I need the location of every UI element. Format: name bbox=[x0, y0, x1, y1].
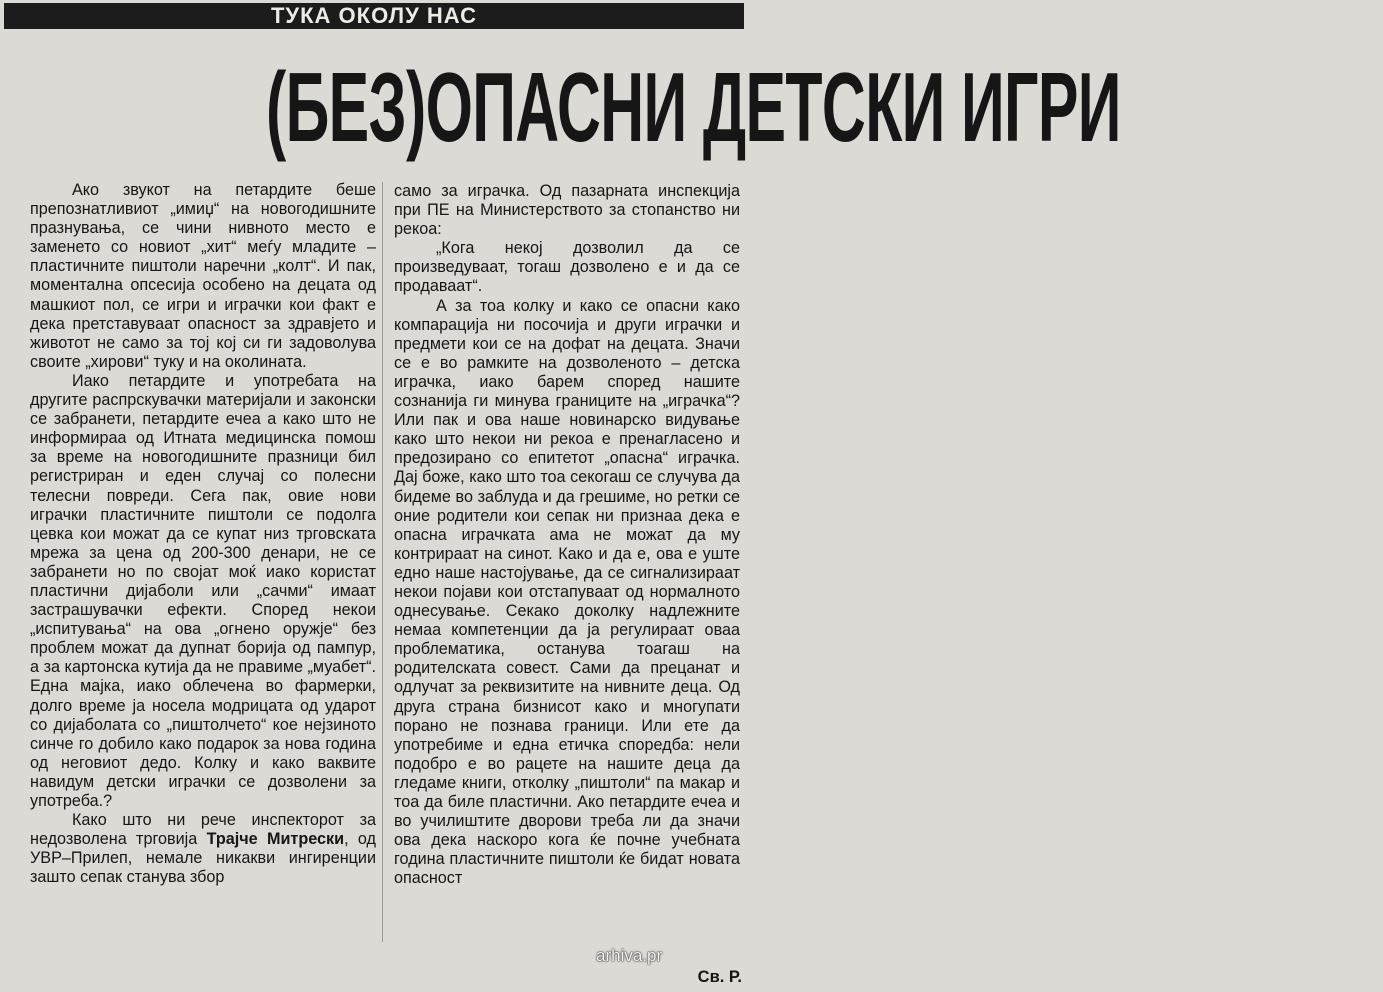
archive-watermark: arhiva.pr bbox=[596, 946, 663, 965]
article-headline-box bbox=[4, 48, 1121, 166]
article-column-right bbox=[394, 182, 740, 888]
column-divider bbox=[382, 182, 383, 942]
paragraph: Иако петардите и употребата на другите распрскувачки материјали и законски се забранети, петардите ечеа а како што не информираа од Итната медицинска помош за време на новогодишните празници бил регистриран и еден случај со полесни телесни повреди. Сега пак, овие нови играчки пластичните пиштоли се подолга цевка кои можат да се купат низ трговската мрежа за цена од 200-300 денари, не се забранети но по својат моќ иако користат пластични дијаболи или „сачми“ имаат застрашувачки ефекти. Според некои „испитувања“ на ова „огнено оружје“ без проблем можат да дупнат борија од пампур, а за картонска кутија да не правиме „муабет“. Една мајка, иако облечена во фармерки, долго време ја носела модрицата од ударот со дијаболата со „пиштолчето“ кое нејзиното синче го добило како подарок за нова година од неговиот дедо. Колку и како ваквите навидум детски играчки се дозволени за употреба.? bbox=[30, 371, 376, 810]
paragraph: само за играчка. Од пазарната инспекција при ПЕ на Министерството за стопанство ни рекоа: bbox=[394, 182, 740, 239]
article-headline: (БЕЗ)ОПАСНИ ДЕТСКИ ИГРИ bbox=[265, 52, 1121, 162]
article-column-left bbox=[30, 181, 376, 887]
paragraph: Ако звукот на петардите беше препознатливиот „имиџ“ на новогодишните празнувања, се чини нивното место е заменето со новиот „хит“ меѓу младите – пластичните пиштоли наречни „колт“. И пак, моментална опсесија особено на децата од машкиот пол, се игри и играчки кои факт е дека претставуваат опасност за здравјето и животот не само за тој кој си ги задоволува своите „хирови“ туку и на околината. bbox=[30, 181, 376, 371]
section-rubric: ТУКА ОКОЛУ НАС bbox=[4, 3, 744, 29]
paragraph: А за тоа колку и како се опасни како компарација ни посочија и други играчки и предмети кои се на дофат на децата. Значи се е во рамките на дозволеното – детска играчка, иако барем според нашите сознанија ги минува границите на „играчка“? Или пак и ова наше новинарско видување како што некои ни рекоа е пренагласено и предозирано со епитетот „опасна“ играчка. Дај боже, како што тоа секогаш се случува да бидеме во заблуда и да грешиме, но ретки се оние родители кои сепак ни признаа дека е опасна играчката ама не можат да му контрираат на синот. Како и да е, ова е уште едно наше настојување, да се сигнализираат некои појави кои отстапуваат од нормалното однесување. Секако доколку надлежните немаа компетенции да ја регулираат оваа проблематика, останува тоагаш на родителската совест. Сами да прецанат и одлучат за реквизитите на нивните деца. Од друга страна бизнисот како и многупати порано не познава граници. Или ете да употребиме и една етичка споредба: нели подобро е во рацете на нашите деца да гледаме книги, отколку „пиштоли“ па макар и тоа да биле пластични. Ако петардите ечеа и во училиштите дворови треба ли да значи ова дека наскоро кога ќе почне учебната година пластичните пиштоли ќе бидат новата опасност bbox=[394, 296, 740, 888]
paragraph: Како што ни рече инспекторот за недозволена трговија Трајче Митрески, од УВР–Прилеп, немале никакви ингиренции зашто сепак станува збор bbox=[30, 811, 376, 887]
author-signature: Св. Р. bbox=[697, 968, 742, 986]
paragraph: „Кога некој дозволил да се произведуваат, тогаш дозволено е и да се продаваат“. bbox=[394, 239, 740, 296]
